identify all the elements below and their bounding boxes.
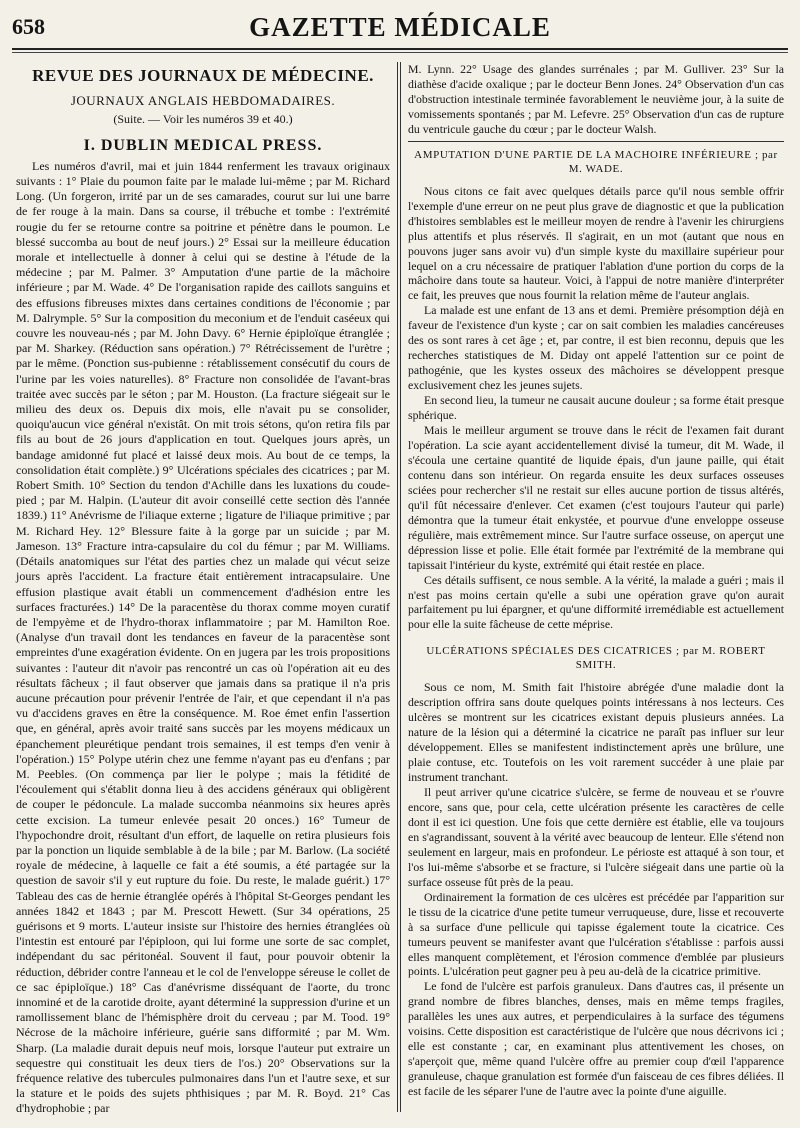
column-divider [397, 62, 398, 1112]
body-paragraph: M. Lynn. 22° Usage des glandes surrénales ; par M. Gulliver. 23° Sur la diathèse d'acide oxalique ; par le docteur Benn Jones. 24° Observation d'un cas d'obstruction intestinale terminée favorablement le neuvième jour, à la suite de vomissements spontanés ; par M. Lefevre. 25° Observation d'un cas de rupture du ventricule gauche du cœur ; par le docteur Walsh. [408, 62, 784, 136]
body-paragraph: En second lieu, la tumeur ne causait aucune douleur ; sa forme était presque sphérique. [408, 393, 784, 423]
right-column [408, 62, 784, 1099]
section-subtitle: JOURNAUX ANGLAIS HEBDOMADAIRES. [70, 93, 336, 109]
journal-title: I. DUBLIN MEDICAL PRESS. [83, 136, 323, 154]
body-paragraph: Nous citons ce fait avec quelques détails parce qu'il nous semble offrir l'exemple d'une erreur on ne peut plus grave de diagnostic et que la publication d'histoires semblables est le meilleur moyen de rendre à l'avenir les chirurgiens plus attentifs et plus réservés. Il s'agirait, en un mot (autant que nous en pouvons juger sans avoir vu) d'un simple kyste du maxillaire supérieur pour lequel on a cru nécessaire de pratiquer l'ablation d'une portion du corps de la mâchoire dans toute sa hauteur. Voici, à l'appui de notre manière d'interpréter ce fait, les preuves que nous fournit la relation même de l'auteur anglais. [408, 183, 784, 303]
continuation-note: (Suite. — Voir les numéros 39 et 40.) [113, 112, 293, 127]
article-separator [408, 141, 784, 142]
page-number: 658 [12, 14, 45, 39]
page-header [0, 0, 800, 50]
body-paragraph: La malade est une enfant de 13 ans et demi. Première présomption déjà en faveur de l'existence d'un kyste ; car on sait combien les maladies cancéreuses des os sont rares à cet âge ; et, par contre, il est bien reconnu, depuis que les recherches statistiques de M. Diday ont appelé l'attention sur ce point de pathogénie, que les kystes osseux des mâchoires se développent presque exclusivement chez les jeunes sujets. [408, 303, 784, 393]
column-divider [400, 62, 401, 1112]
section-title: REVUE DES JOURNAUX DE MÉDECINE. [32, 66, 374, 85]
article-heading: ULCÉRATIONS SPÉCIALES DES CICATRICES ; par M. ROBERT SMITH. [426, 645, 766, 672]
article-heading: AMPUTATION D'UNE PARTIE DE LA MACHOIRE INFÉRIEURE ; par M. WADE. [414, 148, 778, 175]
body-paragraph: Ces détails suffisent, ce nous semble. A la vérité, la malade a guéri ; mais il n'est pas moins certain qu'elle a subi une opération grave qu'on aurait parfaitement pu lui épargner, et qu'une difformité irremédiable est actuellement pour elle la suite fâcheuse de cette méprise. [408, 572, 784, 632]
running-title: GAZETTE MÉDICALE [249, 12, 551, 42]
body-paragraph: Le fond de l'ulcère est parfois granuleux. Dans d'autres cas, il présente un grand nombre de fibres blanches, denses, mais en même temps fragiles, parallèles les unes aux autres, et perpendiculaires à la surface des tégumens voisins. Cette disposition est caractéristique de l'ulcère que nous décrivons ici ; elle est constante ; car, en examinant plus attentivement les choses, on s'aperçoit que, même quand l'ulcère offre au premier coup d'œil l'apparence granuleuse, chaque granulation est formée d'un faisceau de ces fibres déliées. Il est facile de les séparer l'une de l'autre avec la pointe d'une aiguille. [408, 979, 784, 1099]
header-rule-thin [12, 52, 788, 53]
left-column [16, 62, 390, 1117]
body-paragraph: Les numéros d'avril, mai et juin 1844 renferment les travaux originaux suivants : 1° Plaie du poumon faite par le malade lui-même ; par M. Richard Long. (Un forgeron, irrité par un de ses camarades, courut sur lui une barre de fer rouge à la main. Dans sa course, il trébuche et tombe : l'extrémité rougie du fer se retourne contre sa poitrine et pénètre dans le poumon. Le blessé succomba au bout de neuf jours.) 2° Essai sur la meilleure éducation morale et intellectuelle à donner à celui qui se destine à l'étude de la médecine ; par M. Palmer. 3° Amputation d'une partie de la mâchoire inférieure ; par M. Wade. 4° De l'organisation rapide des caillots sanguins et des effusions fibreuses mixtes dans certaines conditions de l'économie ; par M. Dalrymple. 5° Sur la composition du meconium et de l'enduit caséeux qui couvre les nouveau-nés ; par M. John Davy. 6° Hernie épiploïque étranglée ; par M. Sharkey. (Réduction sans opération.) 7° Rétrécissement de l'urètre ; par le même. (Ponction sus-pubienne : rétablissement consécutif du cours de l'urine par les voies naturelles). 8° Fracture non consolidée de l'avant-bras traitée avec succès par le séton ; par M. Houston. (La fracture siégeait sur le milieu des deux os. Depuis dix mois, elle n'avait pu se consolider, quoiqu'aucun vice général n'existât. On mit trois sétons, qu'on retira fils par fils au bout de 26 jours d'application en tout. Quelques jours après, un bandage amidonné fut placé et laissé deux mois. Au bout de ce temps, la consolidation était complète.) 9° Ulcérations spéciales des cicatrices ; par M. Robert Smith. 10° Section du tendon d'Achille dans les luxations du coude-pied ; par M. Halpin. (L'auteur dit avoir conseillé cette section dès l'année 1839.) 11° Anévrisme de l'iliaque externe ; ligature de l'iliaque primitive ; par M. Richard Hey. 12° Blessure faite à la gorge par un suicide ; par M. Jameson. 13° Fracture intra-capsulaire du col du fémur ; par M. Williams. (Détails anatomiques sur l'état des parties chez un malade qui vécut seize jours après l'accident. La fracture était entièrement intracapsulaire. Une effusion plastique avait établi un commencement d'adhésion entre les surfaces fracturées.) 14° De la paracentèse du thorax comme moyen curatif de l'empyème et de l'hydro-thorax inflammatoire ; par M. Hamilton Roe. (Analyse d'un travail dont les tendances en faveur de la paracentèse sont empreintes d'une exagération évidente. On en jugera par les trois propositions suivantes : l'auteur dit n'avoir pas rencontré un cas où l'opération ait eu des résultats fâcheux ; il faut observer que jamais dans sa pratique il n'a pris aucune précaution pour prévenir l'entrée de l'air, et que cependant il n'a pas vu d'accidens graves en être la conséquence. M. Roe émet enfin l'assertion que, en général, après avoir traité sans succès par les moyens médicaux un épanchement pleurétique pendant trois semaines, il est temps d'en venir à l'opération.) 15° Polype utérin chez une femme n'ayant pas eu d'enfans ; par M. Peebles. (On commença par lier le polype ; mais la fétidité de l'écoulement qui s'établit donna lieu à des accidens généraux qui obligèrent de couper le pédoncule. La malade succomba néanmoins six heures après cette excision. La tumeur enlevée pesait 20 onces.) 16° Tumeur de l'hypochondre droit, résultant d'un effort, de laquelle on retira plusieurs fois par la ponction un liquide semblable à de la bile ; par M. Barlow. (La société royale de médecine, à laquelle ce fait a été soumis, a été partagée sur la question de savoir s'il y eut rupture du foie. Du reste, le malade guérit.) 17° Tableau des cas de hernie étranglée opérés à l'hôpital St-Georges pendant les années 1842 et 1843 ; par M. Prescott Hewett. (Sur 34 opérations, 25 guérisons et 9 morts. L'auteur insiste sur l'histoire des hernies étranglées où l'intestin est entouré par l'épiploon, qui lui forme une sorte de sac complet, indépendant du sac péritonéal. Souvent il faut, pour pouvoir obtenir la réduction, débrider contre l'anneau et le col de l'enveloppe séreuse le collet de ce sac épiploïque.) 18° Cas d'anévrisme disséquant de l'aorte, du tronc innominé et de la carotide droite, ayant déterminé la suppression d'urine et un ramollissement blanc de l'hémisphère droit du cerveau ; par M. Tood. 19° Nécrose de la mâchoire inférieure, guérie sans difformité ; par M. Wm. Sharp. (La maladie durait depuis neuf mois, lorsque l'auteur put extraire un sequestre qui constituait les deux tiers de l'os.) 20° Observations sur la fréquence relative des tubercules pulmonaires dans l'un et l'autre sexe, et sur la stature et le poids des sujets phthisiques ; par M. R. Boyd. 21° Cas d'hydrophobie ; par [16, 158, 390, 1116]
body-paragraph: Mais le meilleur argument se trouve dans le récit de l'examen fait durant l'opération. La scie ayant accidentellement divisé la tumeur, dit M. Wade, il s'écoula une certaine quantité de liquide épais, d'un jaune paille, qui était contenu dans son intérieur. On regarda ensuite les deux surfaces osseuses sciées pour rechercher s'il ne restait sur elles aucune portion de tissus altérés, qu'il fût nécessaire d'enlever. Cet examen (c'est toujours l'auteur qui parle) démontra que la tumeur était enkystée, et pourvue d'une enveloppe osseuse régulière, mais extrêmement mince. Sur l'autre surface osseuse, on aperçut une dépression lisse et polie. Elle était formée par l'extrémité de la membrane qui tapissait l'intérieur du kyste, extrémité qui était restée en place. [408, 423, 784, 572]
header-rule [12, 48, 788, 50]
body-paragraph: Il peut arriver qu'une cicatrice s'ulcère, se ferme de nouveau et se r'ouvre encore, sans que, pour cela, cette ulcération présente les caractères de celle dont il est ici question. Une fois que cette dernière est établie, elle va toujours en s'agrandissant, souvent à la vérité avec beaucoup de lenteur. Elle s'étend non seulement en largeur, mais en profondeur. Le périoste est attaqué à son tour, et l'os lui-même s'absorbe et se fracture, si l'ulcère siégeait dans une partie où la surface osseuse fût près de la peau. [408, 785, 784, 889]
body-paragraph: Sous ce nom, M. Smith fait l'histoire abrégée d'une maladie dont la description offrira sans doute quelques points intéressans à nos lecteurs. Ces ulcères se montrent sur les cicatrices existant depuis plusieurs années. La nature de la lésion qui a déterminé la cicatrice ne paraît pas influer sur leur développement. Elles se manifestent indistinctement après une brûlure, une plaie contuse, etc. Toutefois on les voit rarement succéder à une plaie par instrument tranchant. [408, 680, 784, 785]
body-paragraph: Ordinairement la formation de ces ulcères est précédée par l'apparition sur le tissu de la cicatrice d'une petite tumeur verruqueuse, dure, lisse et recouverte à sa surface d'une pellicule qui tapisse également toute la cicatrice. Ces tumeurs peuvent se manifester avant que l'ulcération s'établisse : parfois aussi elles manquent complètement, et l'érosion commence d'emblée par plusieurs points. L'ulcération peut gagner peu à peu au-delà de la cicatrice primitive. [408, 889, 784, 979]
